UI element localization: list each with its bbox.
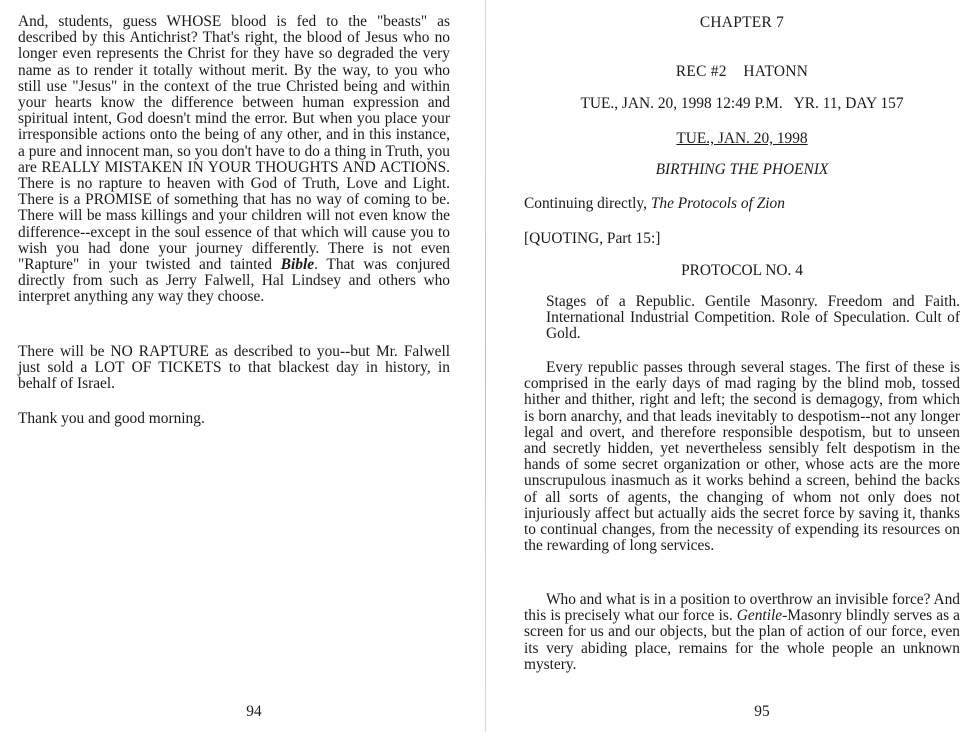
underlined-date: TUE., JAN. 20, 1998	[676, 130, 808, 147]
right-paragraph-2: Who and what is in a position to overthrow an invisible force? And this is precisely what our force is. Gentile-Masonry blindly serves as a screen for us and our objects, but the plan of action of our force, even its very abiding place, remains for the whole people an unknown mystery.	[524, 591, 960, 673]
protocol-summary: Stages of a Republic. Gentile Masonry. Freedom and Faith. International Industrial Competition. Role of Speculation. Cult of Gold.	[546, 293, 960, 343]
book-gutter	[485, 0, 486, 732]
quoting-line: [QUOTING, Part 15:]	[524, 230, 661, 247]
bible-italic: Bible	[280, 256, 315, 274]
subtitle: BIRTHING THE PHOENIX	[655, 161, 829, 178]
right-paragraph-1: Every republic passes through several stages. The first of these is comprised in the early days of mad raging by the blind mob, tossed hither and thither, right and left; the second is demagogy, from which is born anarchy, and that leads inevitably to despotism--not any longer legal and overt, and therefore responsible despotism, but to unseen and secretly hidden, yet nevertheless sensibly felt despotism in the hands of some secret organization or other, whose acts are the more unscrupulous inasmuch as it works behind a screen, behind the backs of all sorts of agents, the changing of whom not only does not injuriously affect but actually aids the secret force by saving it, thanks to continual changes, from the necessity of expending its resources on the rewarding of long services.	[524, 359, 960, 555]
right-page-number: 95	[754, 703, 770, 720]
left-paragraph-2: There will be NO RAPTURE as described to you--but Mr. Falwell just sold a LOT OF TICKETS to that blackest day in history, in behalf of Israel.	[18, 343, 450, 393]
left-page-number: 94	[246, 703, 262, 720]
protocols-title: The Protocols of Zion	[650, 195, 785, 212]
left-paragraph-3: Thank you and good morning.	[18, 410, 205, 427]
rec-line: REC #2 HATONN	[675, 63, 809, 80]
left-page	[18, 0, 450, 732]
chapter-heading: CHAPTER 7	[699, 14, 785, 31]
protocol-heading: PROTOCOL NO. 4	[681, 262, 803, 279]
dateline: TUE., JAN. 20, 1998 12:49 P.M. YR. 11, DAY 157	[580, 95, 904, 112]
left-paragraph-1: And, students, guess WHOSE blood is fed to the "beasts" as described by this Antichrist? That's right, the blood of Jesus who no longer even represents the Christ for they have so degraded the very name as to render it totally without merit. By the way, to you who still use "Jesus" in the context of the true Christed being and within your hearts know the difference between human expression and spiritual intent, God doesn't mind the error. But when you place your irresponsible actions onto the being of any other, and in this instance, a pure and innocent man, so you don't have to do a thing in Truth, you are REALLY MISTAKEN IN YOUR THOUGHTS AND ACTIONS. There is no rapture to heaven with God of Truth, Love and Light. There is a PROMISE of something that has no way of coming to be. There will be mass killings and your children will not even know the difference--except in the soul essence of that which will cause you to wish you had done your journey differently. There is not even "Rapture" in your twisted and tainted Bible. That was conjured directly from such as Jerry Falwell, Hal Lindsey and others who interpret anything any way they choose.	[18, 13, 450, 306]
continuing-line: Continuing directly, The Protocols of Zion	[524, 195, 785, 212]
right-page	[524, 0, 960, 732]
gentile-italic: Gentile	[736, 607, 783, 625]
